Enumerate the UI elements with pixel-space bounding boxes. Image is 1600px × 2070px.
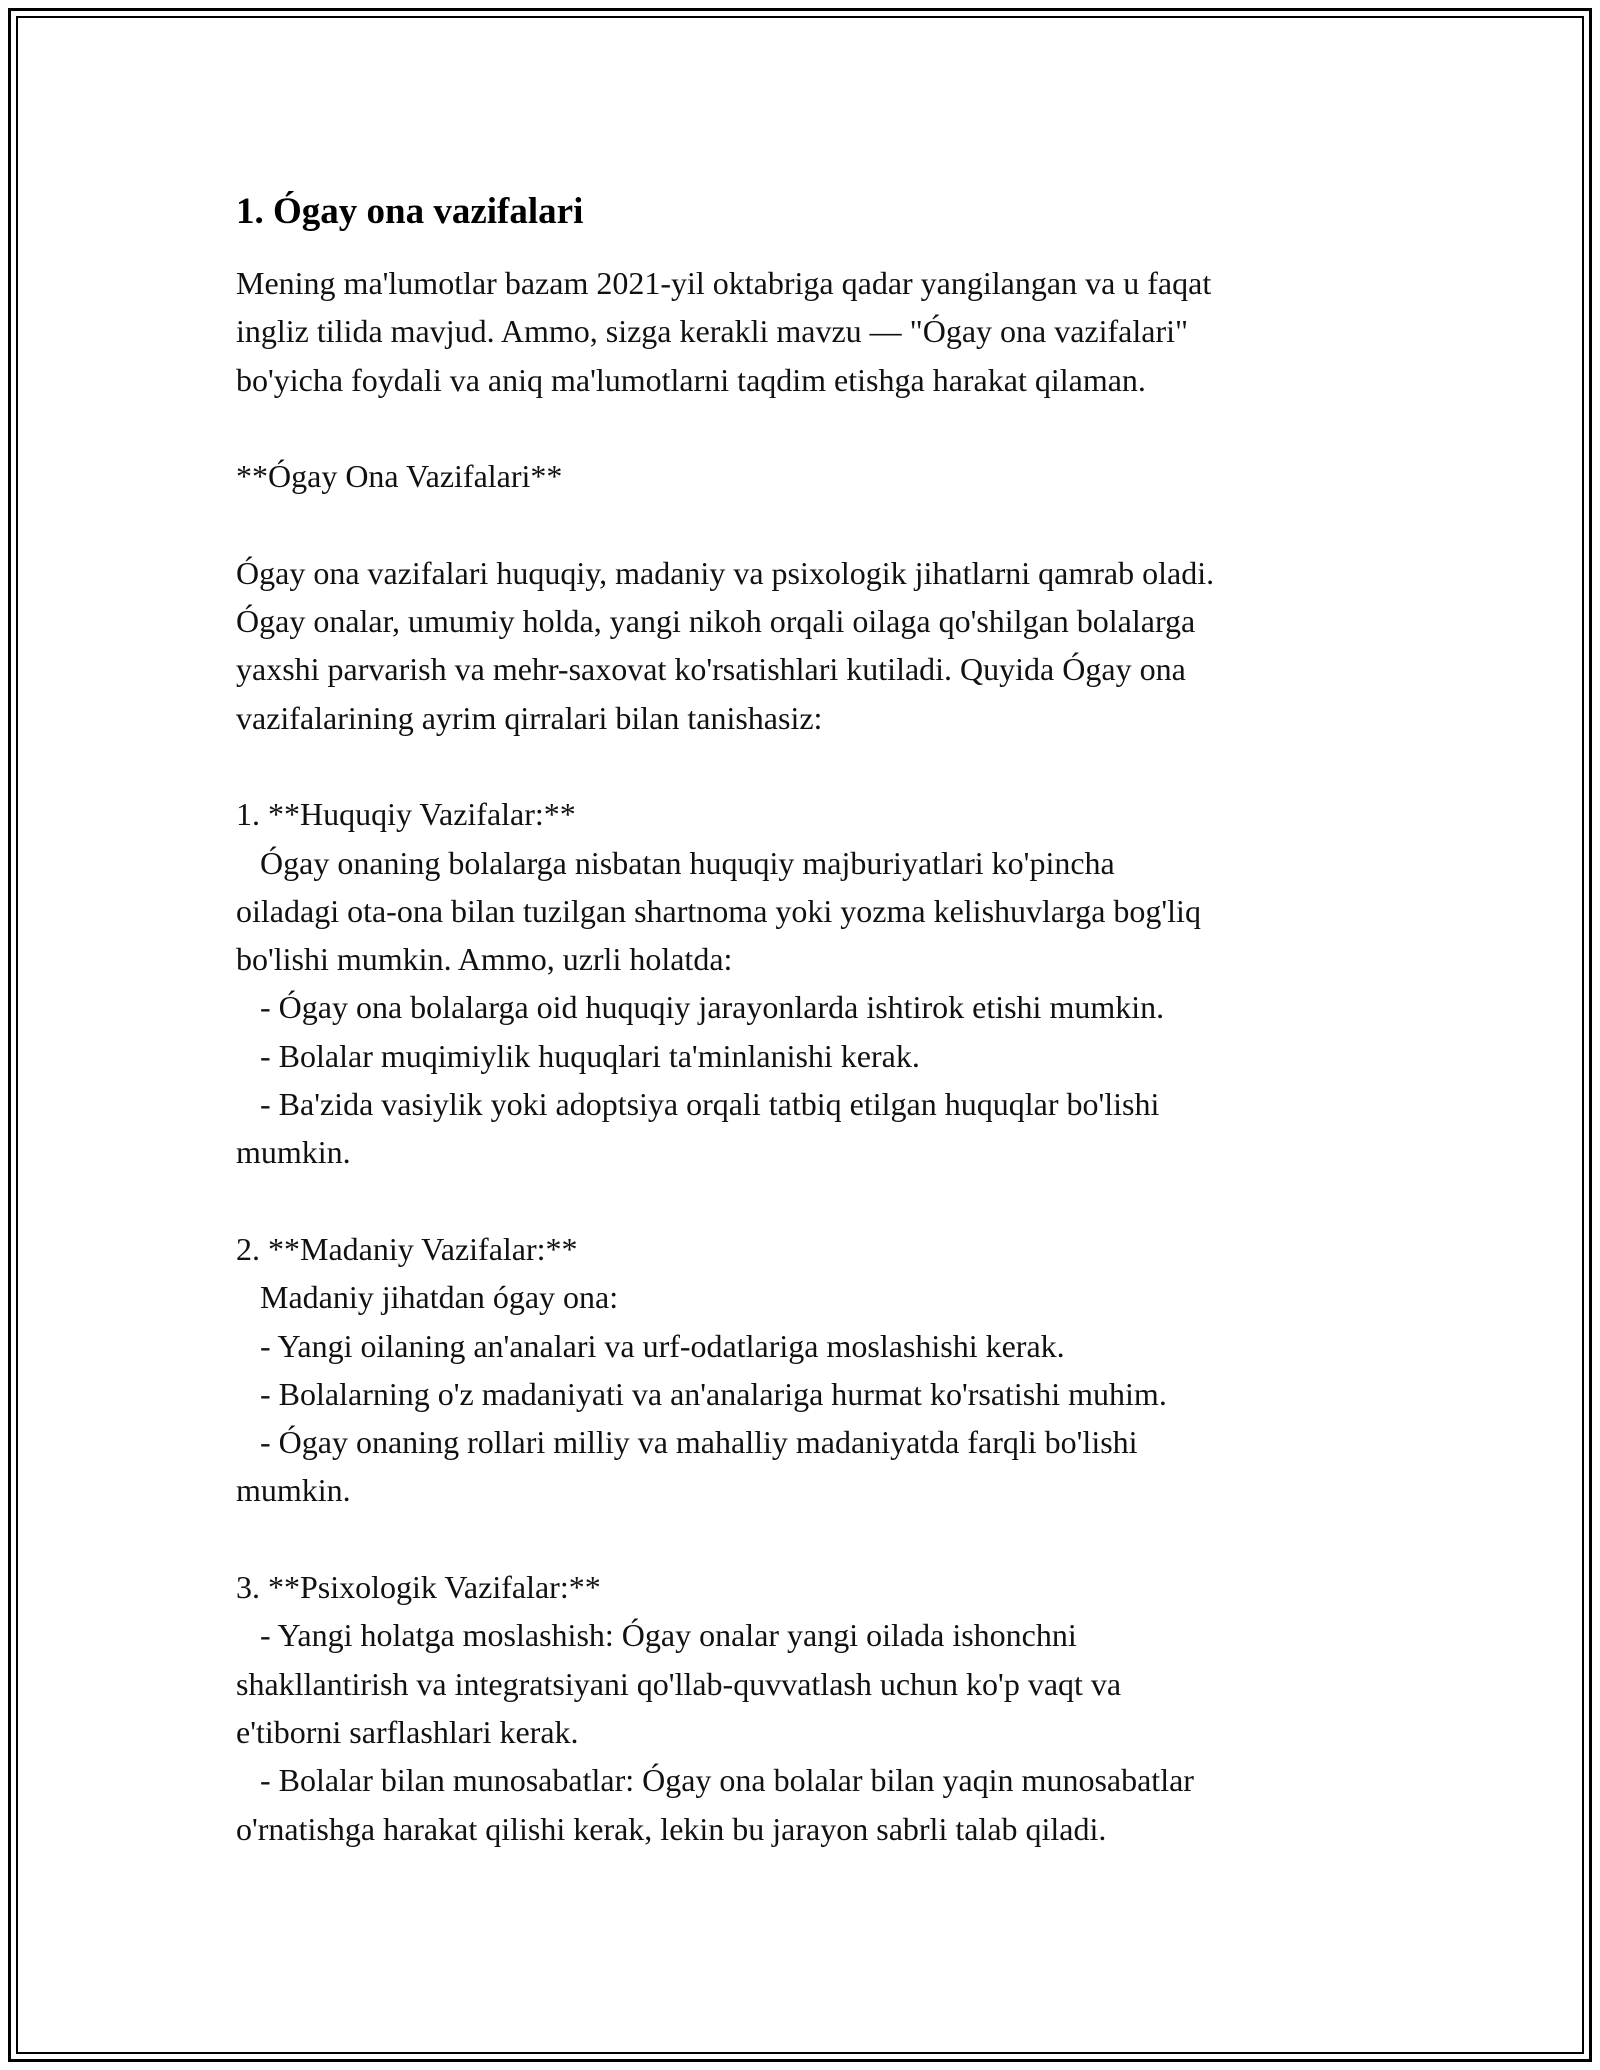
document-heading: 1. Ógay ona vazifalari [236,191,584,232]
document-body: Mening ma'lumotlar bazam 2021-yil oktabriga qadar yangilangan va u faqat ingliz tilida mavjud. Ammo, sizga kerakli mavzu — "Ógay ona vazifalari" bo'yicha foydali va aniq ma'lumotlarni taqdim etishga harakat qilaman. **Ógay Ona Vazifalari** Ógay ona vazifalari huquqiy, madaniy va psixologik jihatlarni qamrab oladi. Ógay onalar, umumiy holda, yangi nikoh orqali oilaga qo'shilgan bolalarga yaxshi parvarish va mehr-saxovat ko'rsatishlari kutiladi. Quyida Ógay ona vazifalarining ayrim qirralari bilan tanishasiz: 1. **Huquqiy Vazifalar:** Ógay onaning bolalarga nisbatan huquqiy majburiyatlari ko'pincha oiladagi ota-ona bilan tuzilgan shartnoma yoki yozma kelishuvlarga bog'liq bo'lishi mumkin. Ammo, uzrli holatda: - Ógay ona bolalarga oid huquqiy jarayonlarda ishtirok etishi mumkin. - Bolalar muqimiylik huquqlari ta'minlanishi kerak. - Ba'zida vasiylik yoki adoptsiya orqali tatbiq etilgan huquqlar bo'lishi mumkin. 2. **Madaniy Vazifalar:** Madaniy jihatdan ógay ona: - Yangi oilaning an'analari va urf-odatlariga moslashishi kerak. - Bolalarning o'z madaniyati va an'analariga hurmat ko'rsatishi muhim. - Ógay onaning rollari milliy va mahalliy madaniyatda farqli bo'lishi mumkin. 3. **Psixologik Vazifalar:** - Yangi holatga moslashish: Ógay onalar yangi oilada ishonchni shakllantirish va integratsiyani qo'llab-quvvatlash uchun ko'p vaqt va e'tiborni sarflashlari kerak. - Bolalar bilan munosabatlar: Ógay ona bolalar bilan yaqin munosabatlar o'rnatishga harakat qilishi kerak, lekin bu jarayon sabrli talab qiladi. [236,265,1215,1847]
document-content [236,188,1366,1853]
